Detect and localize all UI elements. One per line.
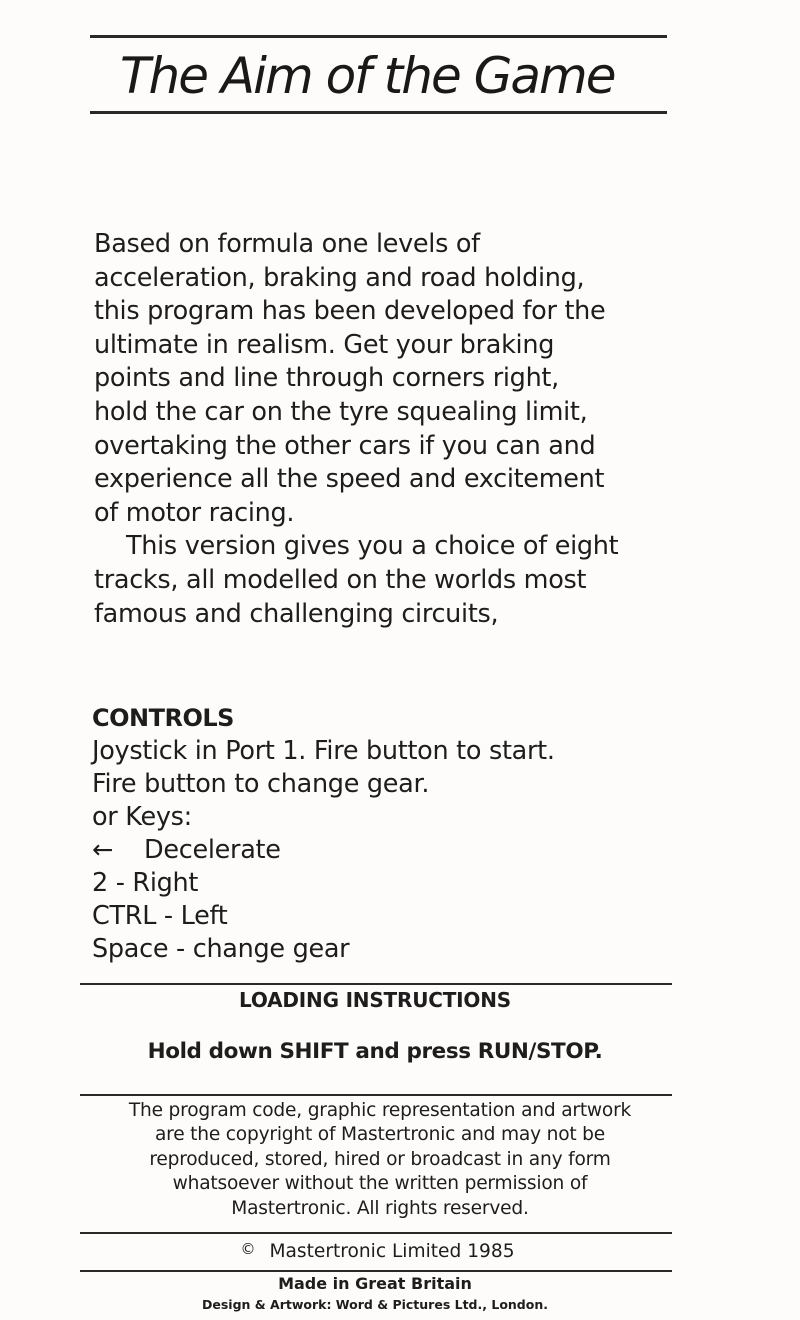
copyright-notice-line: reproduced, stored, hired or broadcast in any form — [149, 1148, 611, 1170]
copyright-notice-line: The program code, graphic representation and artwork — [128, 1100, 632, 1121]
control-decelerate — [92, 834, 692, 867]
intro-paragraph-1 — [94, 228, 694, 530]
intro-line: hold the car on the tyre squealing limit, — [94, 396, 588, 427]
made-top-rule — [80, 1270, 672, 1272]
control-decelerate-label: Decelerate — [144, 835, 281, 865]
intro-line: tracks, all modelled on the worlds most — [94, 564, 587, 595]
title-bottom-rule — [90, 111, 667, 114]
intro-paragraph-2 — [94, 530, 694, 631]
copyright-icon: © — [240, 1240, 256, 1258]
copyright-line-text: Mastertronic Limited 1985 — [269, 1241, 515, 1262]
control-right: 2 - Right — [92, 868, 199, 898]
intro-line: points and line through corners right, — [94, 363, 559, 394]
loading-bottom-rule — [80, 1094, 672, 1096]
controls-line: Joystick in Port 1. Fire button to start. — [92, 736, 555, 766]
intro-line: overtaking the other cars if you can and — [94, 430, 596, 461]
intro-line: ultimate in realism. Get your braking — [94, 329, 555, 360]
loading-title: LOADING INSTRUCTIONS — [239, 988, 511, 1012]
intro-line: Based on formula one levels of — [94, 229, 480, 259]
copyright-notice-line: whatsoever without the written permission of — [172, 1173, 588, 1195]
control-change-gear: Space - change gear — [92, 934, 350, 964]
left-arrow-icon: ← — [92, 835, 114, 865]
intro-line: of motor racing. — [94, 497, 295, 528]
copyright-notice-line: are the copyright of Mastertronic and may not be — [154, 1124, 606, 1146]
intro-line: famous and challenging circuits, — [94, 598, 499, 629]
design-credit: Design & Artwork: Word & Pictures Ltd., London. — [202, 1297, 548, 1312]
copyright-notice-line: Mastertronic. All rights reserved. — [231, 1197, 529, 1219]
controls-section — [92, 702, 692, 966]
made-in-label: Made in Great Britain — [278, 1274, 472, 1293]
intro-line: this program has been developed for the — [94, 296, 606, 327]
page-title: The Aim of the Game — [120, 47, 615, 105]
intro-line: This version gives you a choice of eight — [126, 531, 619, 562]
intro-text — [94, 228, 694, 631]
controls-line: or Keys: — [92, 802, 192, 832]
copyright-notice — [80, 1099, 680, 1221]
intro-line: experience all the speed and excitement — [94, 464, 605, 495]
controls-heading: CONTROLS — [92, 704, 234, 732]
copyright-bottom-rule — [80, 1232, 672, 1234]
loading-top-rule — [80, 983, 672, 985]
controls-line: Fire button to change gear. — [92, 769, 430, 799]
title-top-rule — [90, 35, 667, 38]
intro-line: acceleration, braking and road holding, — [94, 262, 585, 293]
loading-instruction: Hold down SHIFT and press RUN/STOP. — [147, 1039, 603, 1064]
control-left: CTRL - Left — [92, 901, 228, 931]
copyright-line — [80, 1240, 675, 1262]
